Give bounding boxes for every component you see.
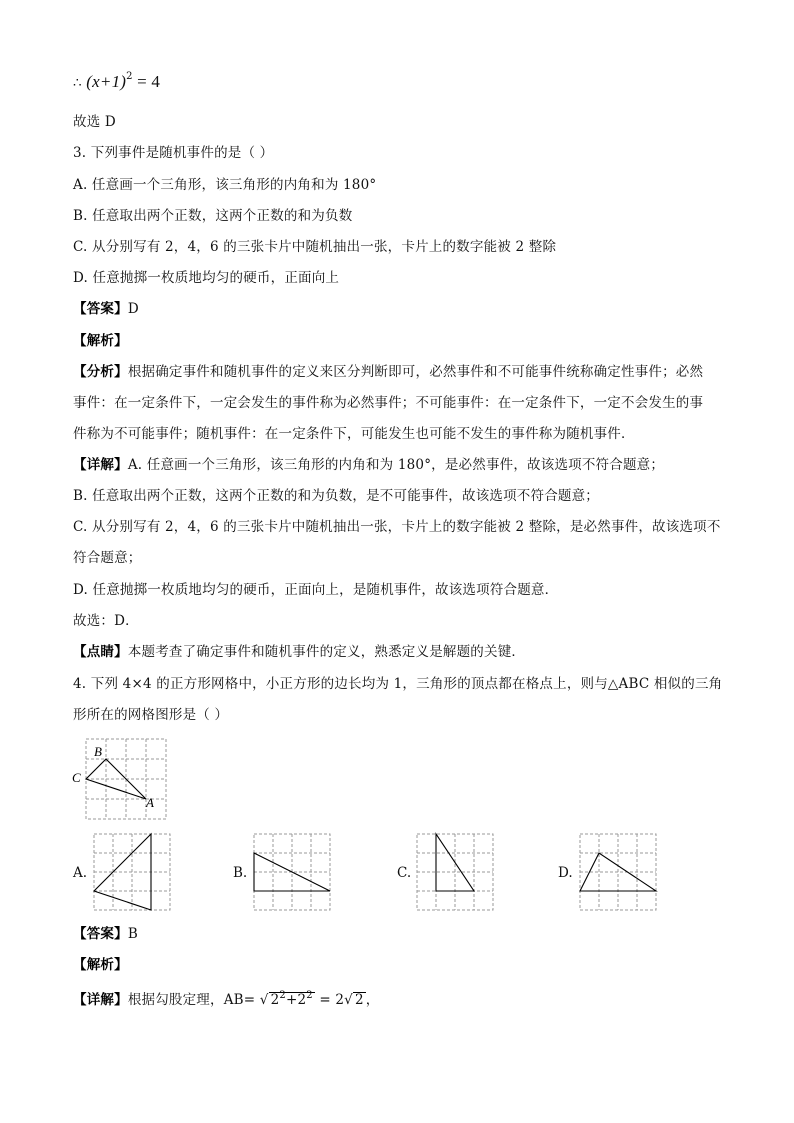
analysis-3-tag: 【解析】 [73, 333, 128, 349]
option-a-figure [92, 831, 174, 913]
option-a-triangle [94, 834, 151, 910]
option-d-figure [578, 831, 660, 913]
analysis-4-tag: 【解析】 [73, 957, 128, 973]
sqrt-equals: = 2 [314, 992, 345, 1008]
vertex-label-c: C [72, 770, 81, 785]
sqrt-radicand: $2^2+2^2$ [270, 990, 313, 1008]
fenxi-text-1: 根据确定事件和随机事件的定义来区分判断即可，必然事件和不可能事件统称确定性事件；必然 [127, 364, 704, 380]
option-c-triangle [436, 834, 474, 891]
sqrt-sign-2: √ [344, 992, 353, 1008]
q3-option-b: B. 任意取出两个正数，这两个正数的和为负数 [73, 208, 353, 224]
dianjing-text: 本题考查了确定事件和随机事件的定义，熟悉定义是解题的关键． [127, 644, 526, 660]
radicand-plus: + [285, 992, 298, 1008]
xiangjie-tag: 【详解】 [73, 457, 128, 473]
equation-exponent: 2 [126, 71, 133, 82]
equation-expression: (x+1) [86, 72, 127, 91]
xiangjie-text-1: A. 任意画一个三角形，该三角形的内角和为 180°，是必然事件，故该选项不符合题意； [127, 457, 665, 473]
q3-option-a: A. 任意画一个三角形，该三角形的内角和为 180° [73, 177, 377, 193]
reference-grid-figure [70, 735, 170, 825]
sqrt-radicand-2: 2 [354, 992, 364, 1008]
answer-tag: 【答案】 [73, 301, 128, 317]
answer-3 [73, 297, 139, 317]
q3-option-d: D. 任意抛掷一枚质地均匀的硬币，正面向上 [73, 270, 340, 286]
question-4-line-1: 4. 下列 4×4 的正方形网格中，小正方形的边长均为 1，三角形的顶点都在格点上，则与△ABC 相似的三角 [73, 676, 723, 692]
answer-4 [73, 922, 138, 942]
option-d-label: D. [558, 865, 573, 881]
equation-rhs: = 4 [132, 72, 161, 91]
option-a-label: A. [73, 865, 88, 881]
sqrt-sign: √ [259, 992, 269, 1008]
radicand-base-1: 2 [270, 992, 280, 1008]
q3-option-c: C. 从分别写有 2，4，6 的三张卡片中随机抽出一张，卡片上的数字能被 2 整除 [73, 239, 557, 255]
choose-d-line: 故选 D [73, 114, 116, 130]
dianjing-tag: 【点睛】 [73, 644, 128, 660]
xiangjie-4-line [73, 988, 379, 1009]
answer-value: D [127, 301, 139, 317]
xiangjie-4-end: ， [365, 992, 380, 1008]
xiangjie-line-2: B. 任意取出两个正数，这两个正数的和为负数，是不可能事件，故该选项不符合题意； [73, 488, 600, 504]
equation-line [73, 72, 160, 92]
fenxi-line-3: 件称为不可能事件；随机事件：在一定条件下，可能发生也可能不发生的事件称为随机事件． [73, 426, 635, 442]
vertex-label-b: B [94, 744, 102, 759]
vertex-label-a: A [146, 795, 154, 810]
option-c-label: C. [397, 865, 412, 881]
answer-4-tag: 【答案】 [73, 926, 128, 942]
question-4-line-2: 形所在的网格图形是（ ） [73, 707, 229, 723]
xiangjie-line-1 [73, 453, 664, 473]
xiangjie-line-3: C. 从分别写有 2，4，6 的三张卡片中随机抽出一张，卡片上的数字能被 2 整除，是必然事件，故该选项不 [73, 519, 721, 535]
option-c-figure [415, 831, 497, 913]
option-b-figure [252, 831, 334, 913]
xiangjie-line-5: D. 任意抛掷一枚质地均匀的硬币，正面向上，是随机事件，故该选项符合题意． [73, 582, 559, 598]
choose-line: 故选：D． [73, 613, 139, 629]
fenxi-line-2: 事件：在一定条件下，一定会发生的事件称为必然事件；不可能事件：在一定条件下，一定不会发生的事 [73, 395, 704, 411]
radicand-base-2: 2 [297, 992, 307, 1008]
therefore-symbol: ∴ [73, 75, 82, 91]
xiangjie-line-4: 符合题意； [73, 550, 142, 566]
xiangjie-4-tag: 【详解】 [73, 992, 128, 1008]
xiangjie-4-text: 根据勾股定理，AB= [127, 992, 256, 1008]
fenxi-line-1 [73, 360, 703, 380]
answer-4-value: B [127, 926, 138, 942]
question-3: 3. 下列事件是随机事件的是（ ） [73, 145, 274, 161]
fenxi-tag: 【分析】 [73, 364, 128, 380]
dianjing-line [73, 640, 525, 660]
option-b-label: B. [233, 865, 248, 881]
